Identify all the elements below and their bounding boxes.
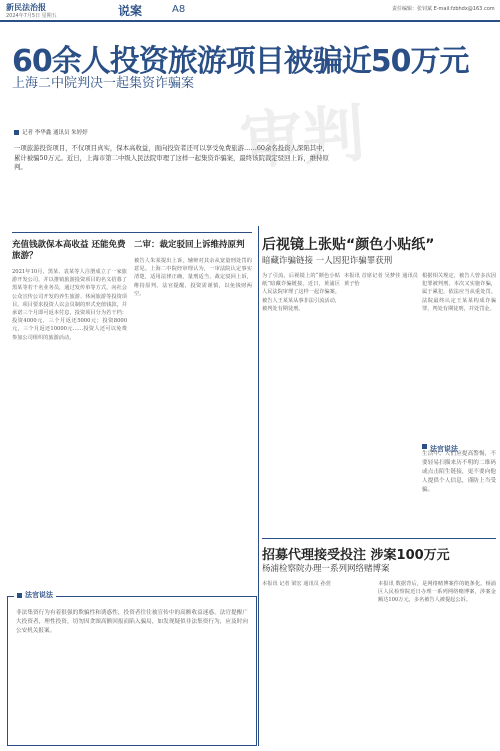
column-2 (134, 240, 252, 571)
lead-paragraph: 一项旅游投资项目，不仅项目真实，保本高收益，面向投资者还可以享受免费旅游……60余名投资人深陷其中，累计被骗50万元。近日，上海市第二中级人民法院审理了这样一起集资诈骗案，最终该院裁定驳回上诉，维持原判。 (14, 144, 329, 172)
judge-comment-label (422, 436, 496, 453)
column-1-heading: 充值钱款保本高收益 还能免费旅游？ (12, 240, 126, 261)
judge-comment-label-text: 法官说法 (430, 445, 458, 453)
story-3-byline: 本报讯 记者 梁宏 通讯员 孙萱 (262, 581, 331, 587)
column-2-body: 被告人朱某提出上诉，辅辩对其余从宽量刑处罚的意见。上海二中院经审理认为，一审法院认定事实清楚，适用法律正确，量刑适当，裁定驳回上诉，维持原判。法官提醒，投资需谨慎，以免钱财两空。 (134, 258, 252, 297)
story-2-column-3: 根据相关规定，被告人曾多次因犯罪被判刑，本次又实施诈骗，属于累犯，依法应当从重处罚。法院最终认定王某某构成诈骗罪，判处有期徒刑，并处罚金。 (422, 273, 496, 312)
story-3-headline: 招募代理接受投注 涉案100万元 (262, 548, 450, 563)
law-commentary-box (7, 596, 257, 746)
story-2-byline-col: 本报讯 首席记者 吴梦佳 通讯员 黄子怡 (344, 273, 418, 288)
square-bullet-icon (422, 444, 427, 449)
section-name: 说案 (118, 4, 143, 18)
law-commentary-body: 非法集资行为有着很强的欺骗性和诱惑性，投资者往往被宣传中的高额收益迷惑。法官提醒广大投资者，理性投资，切勿因贪图高额回报而陷入骗局，如发现疑似非法集资行为，应及时向公安机关报案。 (16, 610, 248, 634)
divider (12, 232, 252, 233)
column-2-heading: 二审：裁定驳回上诉维持原判 (134, 240, 245, 250)
main-subheadline: 上海二中院判决一起集资诈骗案 (12, 76, 195, 91)
square-bullet-icon (14, 130, 19, 135)
judge-comment-body: 生活中，人们应提高警惕，不要轻易扫描来历不明的二维码或点击陌生链接，更不要向他人提供个人信息，谨防上当受骗。 (422, 451, 496, 493)
page-number: A8 (172, 4, 186, 15)
column-1-body: 2021年10月，黑某、袁某等人注册成立了一家旅游开发公司，并以推销旅游投资项目的名义招募了黑某等若干名业务员，通过发传单等方式，向社会公众宣传公司开发的养生旅游、休闲旅游等投资项目。项目要求投资人以会员制的形式充值钱款，并承诺三个月即可返本付息，投资项目分为若干档：投资4000元，三个月返还5000元；投资8000元，三个月返还10000元……投资人还可以免费参加公司组织的旅游活动。 (12, 269, 127, 341)
main-headline: 60余人投资旅游项目被骗近50万元 (12, 44, 469, 79)
column-1 (12, 240, 127, 582)
editor-credit: 责任编辑：张钊斌 E-mail:fzbhdx@163.com (392, 6, 495, 12)
masthead-date: 2024年7月5日 星期五 (6, 13, 57, 19)
divider (262, 538, 496, 539)
byline-text: 记者 李华鑫 通讯员 朱婷婷 (22, 130, 88, 136)
law-commentary-label (14, 590, 56, 600)
law-commentary-label-text: 法官说法 (25, 591, 53, 599)
decorative-watermark: 审判 (237, 96, 367, 179)
square-bullet-icon (17, 593, 22, 598)
masthead-bar (0, 0, 500, 22)
story-2-headline: 后视镜上张贴“颜色小贴纸” (262, 237, 435, 253)
story-2-subheadline: 暗藏诈骗链接 一人因犯诈骗罪获刑 (262, 256, 393, 266)
story-3-body: 本报讯 数据背后，是网络赌博案件的链条化。杨浦区人民检察院近日办理一系列网络赌博案，涉案金额达100万元，多名被告人被提起公诉。 (378, 581, 496, 604)
masthead-logo: 新民法治报 (6, 3, 46, 12)
story-3-subheadline: 杨浦检察院办理一系列网络赌博案 (262, 564, 390, 574)
story-2-column-1: 为了引流，后视镜上的“颜色小贴纸”暗藏诈骗链接。近日，黄浦区人民法院审理了这样一起诈骗案。被告人王某某从事非法引流活动，被判处有期徒刑。 (262, 273, 340, 312)
vertical-divider (258, 226, 259, 746)
main-byline (14, 128, 88, 136)
